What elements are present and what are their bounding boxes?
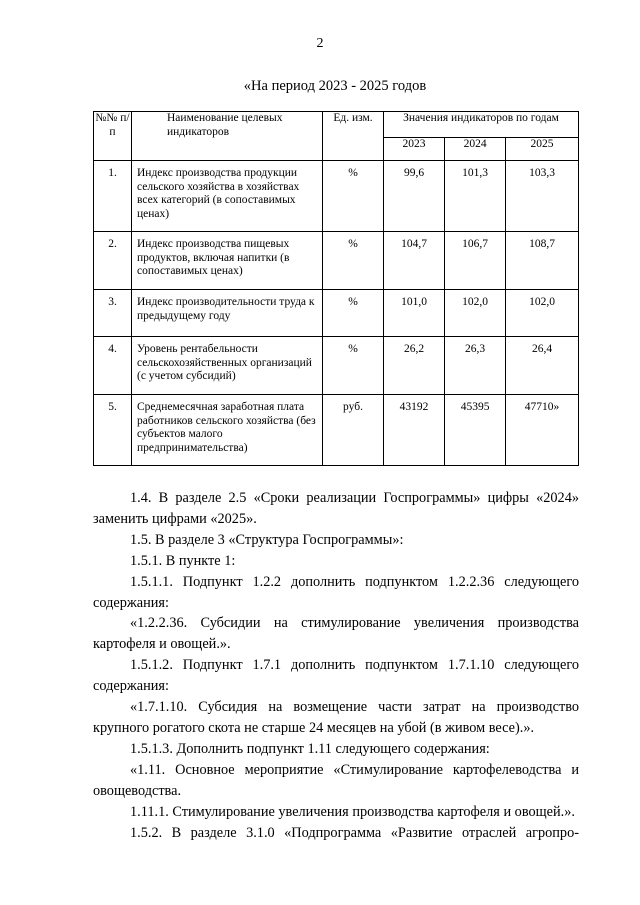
row-unit: % (323, 232, 384, 290)
page-number: 2 (316, 36, 324, 51)
row-num: 5. (94, 395, 132, 466)
row-value-2023: 104,7 (384, 232, 445, 290)
table-header-row (94, 112, 579, 138)
row-unit: % (323, 337, 384, 395)
row-unit: % (323, 290, 384, 337)
row-value-2024: 106,7 (445, 232, 506, 290)
header-year-2023: 2023 (384, 138, 445, 161)
row-num: 1. (94, 161, 132, 232)
row-name: Уровень рентабельности сельскохозяйственных организаций (с учетом субсидий) (132, 337, 323, 395)
row-value-2025: 102,0 (506, 290, 579, 337)
header-name (132, 112, 323, 161)
paragraph-1-5-2: 1.5.2. В разделе 3.1.0 «Подпрограмма «Развитие отраслей агропро- (130, 824, 579, 841)
row-num: 3. (94, 290, 132, 337)
row-name: Среднемесячная заработная плата работников сельского хозяйства (без субъектов малого предпринимательства) (132, 395, 323, 466)
table-title: «На период 2023 - 2025 годов (243, 78, 427, 94)
header-year-2024: 2024 (445, 138, 506, 161)
header-unit: Ед. изм. (323, 112, 384, 161)
paragraph-1-5-1: 1.5.1. В пункте 1: (130, 552, 236, 569)
header-num: №№ п/п (94, 112, 132, 161)
row-value-2023: 26,2 (384, 337, 445, 395)
row-value-2023: 43192 (384, 395, 445, 466)
paragraph-quote-1-7-1-10: «1.7.1.10. Субсидия на возмещение части затрат на производство крупного рогатого скота не старше 24 месяцев на убой (в живом весе).». (93, 699, 579, 736)
table-row (94, 337, 579, 395)
paragraph-1-5-1-3: 1.5.1.3. Дополнить подпункт 1.11 следующего содержания: (130, 740, 490, 757)
indicators-table (93, 111, 579, 466)
header-values-group: Значения индикаторов по годам (384, 112, 579, 138)
row-value-2024: 101,3 (445, 161, 506, 232)
table-row (94, 232, 579, 290)
document-body (93, 488, 579, 843)
header-name-text: Наименование целевых индикаторов (167, 112, 283, 138)
row-value-2025: 26,4 (506, 337, 579, 395)
paragraph-1-4: 1.4. В разделе 2.5 «Сроки реализации Госпрограммы» цифры «2024» заменить цифрами «2025». (93, 490, 579, 527)
row-value-2024: 45395 (445, 395, 506, 466)
row-value-2025: 108,7 (506, 232, 579, 290)
paragraph-quote-1-11: «1.11. Основное мероприятие «Стимулирование картофелеводства и овощеводства. (93, 761, 579, 799)
row-value-2023: 101,0 (384, 290, 445, 337)
row-value-2024: 26,3 (445, 337, 506, 395)
table-row (94, 395, 579, 466)
paragraph-1-11-1: 1.11.1. Стимулирование увеличения производства картофеля и овощей.». (130, 803, 575, 820)
paragraph-1-5-1-2: 1.5.1.2. Подпункт 1.7.1 дополнить подпунктом 1.7.1.10 следующего содержания: (93, 657, 579, 695)
row-num: 2. (94, 232, 132, 290)
row-name: Индекс производства продукции сельского хозяйства в хозяйствах всех категорий (в сопоставимых ценах) (132, 161, 323, 232)
row-value-2023: 99,6 (384, 161, 445, 232)
row-unit: руб. (323, 395, 384, 466)
row-name: Индекс производства пищевых продуктов, включая напитки (в сопоставимых ценах) (132, 232, 323, 290)
row-num: 4. (94, 337, 132, 395)
row-value-2025: 103,3 (506, 161, 579, 232)
header-year-2025: 2025 (506, 138, 579, 161)
row-name: Индекс производительности труда к предыдущему году (132, 290, 323, 337)
row-unit: % (323, 161, 384, 232)
paragraph-1-5-1-1: 1.5.1.1. Подпункт 1.2.2 дополнить подпунктом 1.2.2.36 следующего содержания: (93, 573, 579, 611)
table-row (94, 161, 579, 232)
paragraph-quote-1-2-2-36: «1.2.2.36. Субсидии на стимулирование увеличения производства картофеля и овощей.». (93, 615, 579, 653)
paragraph-1-5: 1.5. В разделе 3 «Структура Госпрограммы»: (130, 531, 404, 548)
table-row (94, 290, 579, 337)
row-value-2024: 102,0 (445, 290, 506, 337)
row-value-2025: 47710» (506, 395, 579, 466)
